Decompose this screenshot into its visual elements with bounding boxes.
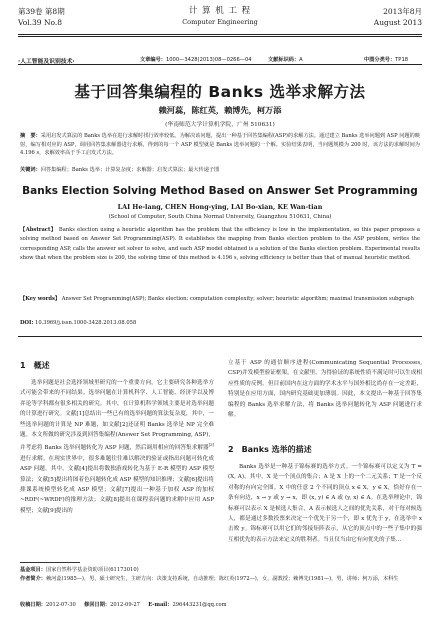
affiliation-cn: (华南师范大学计算机学院，广州 510631): [165, 122, 275, 128]
date-en: August 2013: [373, 18, 422, 27]
abstract-en: [20, 226, 420, 264]
doi-label: DOI:: [20, 320, 34, 326]
revised-label: 修回日期：: [84, 602, 111, 608]
section-1-continued: 立基于 ASP 的通信顺序进程(Communicating Sequential Processes, CSP)并发模型验证框架。在文献里，为得验证的系统性质不满足时可以生成相应性质的反例。但目前国内在这方面的学术水平与国外相比尚存在一定差距，特别是在应用方面，国内研究基础更加薄弱。因此，本文提出一种基于回答集编程的 Banks 选举求解方法，将 Banks 选举问题转化为 ASP 问题进行求解。: [228, 360, 422, 419]
title-en: Banks Election Solving Method Based on Answer Set Programming: [22, 185, 418, 197]
author-note-label: 作者简介：: [20, 576, 46, 582]
keywords-cn: [20, 166, 420, 175]
revised-date: 2012-09-27: [110, 602, 140, 608]
section-2-title: 2 Banks 选举的描述: [228, 445, 312, 454]
header-rule: [18, 34, 422, 35]
email-address: 296443231@qq.com: [172, 602, 227, 608]
volume-cn: 第39卷 第8期: [18, 7, 65, 16]
section-2-text: Banks 选举是一种基于锦标赛的选举方式。一个锦标赛可以定义为 T = (X, A)，其中，X 是一个顶点的集合；A 是 X 上的一个二元关系；T 是一个反对称的有向完全图。X 中的任意 2 个不同的顶点 x ∈ X，y ∈ X，恰好存在一条有向边，x → y 或 y → x，即 (x, y) ∈ A 或 (y, x) ∈ A。在选举理论中，锦标赛可以表示 X 是候选人集合，A 表示候选人之间的优先关系，对于每对候选人，都是通过多数投票来决定一个优先于另一个，即 x 优先于 y，在选举中 x 击败 y。锦标赛可以用它们的邻接矩阵表示，从它的顶点中的一些子集中的强互相优先的表示方法来定义的胜利者。当且仅当由它有向优先的子集...: [228, 464, 422, 543]
section-label: ·人工智能及识别技术·: [18, 59, 75, 65]
section-1-para-b: 进行求解。在现实世界中，很多难题往往难以解决的验证或指出问题可转化成 ASP 问题。其中，文献[4]提出将数独游戏转化为基于 E-R 模型的 ASP 模型算法；文献[5]提出将图着色问题转化成 ASP 模型的知识推理；文献[6]提出将排课系统模型转化成 ASP 模型；文献[7]提出一种基于加权 ASP 的加权 ~RDF(~WRDF)的推理方法；文献[8]提出在课程表问题的求解中应用 ASP 模型；文献[9]提出的: [20, 455, 214, 514]
title-cn: 基于回答集编程的 Banks 选举求解方法: [74, 83, 366, 101]
abstract-cn-label: 摘 要：: [20, 133, 41, 139]
meta-rule: [18, 64, 422, 65]
fund-text: 国家自然科学基金资助项目(61173010): [45, 567, 139, 573]
keywords-cn-text: 回答集编程；Banks 选举；计算复杂度；求解器；启发式算法；最大传递子图: [40, 167, 220, 173]
volume-en: Vol.39 No.8: [18, 18, 63, 27]
authors-cn: 赖河蕊，陈红英，赖博先，柯万添: [158, 105, 282, 115]
article-number-label: 文章编号：: [140, 57, 166, 63]
abstract-cn-text: 采用启发式算法的 Banks 选举在进行求解时找行效率较低。为解决该问题，提出一种基于回答集编程(ASP)的求解方法。通过建立 Banks 选举问题到 ASP 问题的映射，编写相对应的 ASP，调用回答集求解器进行求解，得到的每一个 ASP 模型就是 Banks 选举问题的一个解。实验结果表明，当问题规模为 200 时，该方法的求解时间为 4.196 s，求解效率高于手工启发式方法。: [20, 133, 420, 157]
journal-cn: 计 算 机 工 程: [188, 6, 252, 16]
header-rule-thin: [18, 36, 422, 37]
doc-code-value: A: [299, 57, 303, 63]
date-cn: 2013年8月: [383, 7, 422, 16]
journal-en: Computer Engineering: [182, 18, 258, 26]
clc-value: TP18: [395, 57, 409, 63]
article-number-value: 1000—3428(2013)08—0266—04: [165, 57, 252, 63]
received-date: 2012-07-30: [45, 602, 76, 608]
keywords-en: [20, 295, 420, 304]
section-1-title: 1 概述: [20, 361, 50, 370]
section-1-text: [20, 378, 214, 516]
fund-note: [20, 566, 424, 574]
section-1-para-a: 选举问题是社会选择领域里研究的一个重要方向，它主要研究各种选举方式可能会带来的不同结果。选举问题在计算机科学、人工智能、经济学以及博弈论等学科都有很多相关的研究。其中，在计算机科学领域主要是对选举问题的计算进行研究。文献[1]总结出一些已有的选举问题的算法复杂度，其中，一些选举问题的计算是 NP 难题，如文献[2]还证明 Banks 选举是 NP 完全难题。本文所做的研究涉及到回答集编程(Answer Set Programming, ASP)，并考虑将 Banks 选举问题转化为 ASP 问题，然后调用相应的回答集求解器: [20, 380, 214, 452]
abstract-en-label: 【Abstract】: [20, 227, 57, 233]
doi-value: 10.3969/j.issn.1000-3428.2013.08.058: [35, 320, 137, 326]
author-note-text: 赖河蕊(1985—)，男，硕士研究生，主研方向：决策支持系统，自动推理；陈红英(1972—)，女，副教授；赖博先(1981—)，男，讲师；柯万添，本科生: [45, 576, 399, 582]
dates-note: [20, 601, 424, 609]
email-label: E-mail：: [148, 602, 173, 608]
article-number: [140, 56, 252, 63]
author-note: [20, 575, 424, 583]
clc-label: 中图分类号：: [364, 57, 396, 63]
abstract-en-text: Banks election using a heuristic algorithm has the problem that the efficiency is low in the implementation, so this paper proposes a solving method based on Answer Set Programming(ASP). It establishes the mapping from Banks election problem to the ASP problem, writes the corresponding ASP, calls the answer set solver to solve, and each ASP model obtained is a solution of the Banks election problem. Experimental results show that when the problem size is 200, the solving time of this method is 4.196 s, solving efficiency is better than that of manual heuristic method.: [20, 227, 420, 262]
doc-code-label: 文献标识码：: [268, 57, 300, 63]
abstract-cn: [20, 132, 420, 158]
abstract-rule: [18, 336, 422, 337]
citation-3: [3]: [208, 442, 214, 448]
authors-en: LAI He-lang, CHEN Hong-ying, LAI Bo-xian, KE Wan-tian: [117, 203, 323, 211]
received-label: 收稿日期：: [20, 602, 46, 608]
keywords-en-label: 【Key words】: [20, 296, 61, 302]
doc-code: [268, 56, 303, 63]
footnote-rule: [20, 562, 80, 563]
doi: [20, 320, 136, 326]
issue-date: [374, 6, 422, 28]
keywords-en-text: Answer Set Programming(ASP); Banks election; computation complexity; solver; heuristic algorithm; maximal transmission subgraph: [61, 296, 414, 302]
affiliation-en: (School of Computer, South China Normal University, Guangzhou 510631, China): [108, 214, 332, 220]
keywords-cn-label: 关键词：: [20, 167, 41, 173]
fund-label: 基金项目：: [20, 567, 46, 573]
clc-number: [364, 56, 408, 63]
